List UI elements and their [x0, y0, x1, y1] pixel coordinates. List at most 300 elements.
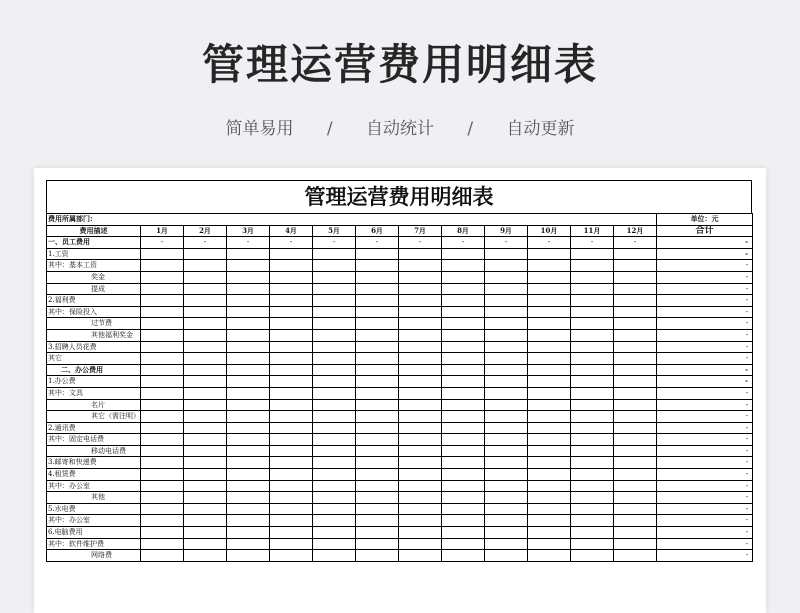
month-cell — [270, 422, 313, 434]
month-cell — [571, 248, 614, 260]
row-label: 其中：文具 — [47, 387, 141, 399]
month-cell — [313, 387, 356, 399]
month-cell — [313, 364, 356, 376]
month-cell — [270, 271, 313, 283]
month-cell — [184, 306, 227, 318]
month-cell: - — [270, 237, 313, 249]
row-label: 4.租赁费 — [47, 469, 141, 481]
month-cell — [227, 376, 270, 388]
row-label: 名片 — [47, 399, 141, 411]
month-cell — [528, 538, 571, 550]
row-label: 其他福利奖金 — [47, 329, 141, 341]
month-cell — [227, 445, 270, 457]
month-cell — [528, 503, 571, 515]
table-row — [47, 480, 753, 492]
month-cell — [485, 538, 528, 550]
month-cell — [141, 503, 184, 515]
month-cell — [270, 353, 313, 365]
month-cell — [356, 353, 399, 365]
table-row — [47, 399, 753, 411]
expense-table — [46, 213, 753, 562]
month-cell — [571, 469, 614, 481]
month-cell — [399, 353, 442, 365]
month-cell — [270, 434, 313, 446]
month-cell — [485, 329, 528, 341]
month-cell — [485, 492, 528, 504]
total-cell: - — [657, 434, 753, 446]
month-cell — [141, 329, 184, 341]
table-row — [47, 306, 753, 318]
row-label: 过节费 — [47, 318, 141, 330]
unit-label: 单位：元 — [657, 214, 753, 226]
month-cell — [614, 295, 657, 307]
month-cell — [356, 411, 399, 423]
month-cell — [571, 306, 614, 318]
month-cell — [313, 434, 356, 446]
month-cell — [227, 271, 270, 283]
total-cell: - — [657, 550, 753, 562]
month-cell — [528, 411, 571, 423]
column-header-month: 8月 — [442, 225, 485, 237]
month-cell — [528, 434, 571, 446]
table-row — [47, 515, 753, 527]
month-cell — [141, 492, 184, 504]
month-cell — [270, 376, 313, 388]
month-cell — [571, 399, 614, 411]
month-cell — [528, 492, 571, 504]
month-cell — [485, 411, 528, 423]
month-cell — [571, 503, 614, 515]
month-cell — [442, 538, 485, 550]
month-cell — [313, 341, 356, 353]
month-cell — [356, 260, 399, 272]
month-cell — [184, 422, 227, 434]
month-cell — [184, 538, 227, 550]
month-cell — [571, 353, 614, 365]
month-cell — [528, 248, 571, 260]
month-cell — [485, 364, 528, 376]
month-cell — [184, 527, 227, 539]
month-cell — [141, 445, 184, 457]
month-cell — [614, 434, 657, 446]
table-row — [47, 329, 753, 341]
month-cell — [528, 376, 571, 388]
month-cell — [270, 503, 313, 515]
total-cell: - — [657, 503, 753, 515]
month-cell — [614, 271, 657, 283]
month-cell — [442, 422, 485, 434]
month-cell — [614, 318, 657, 330]
row-label: 2.福利费 — [47, 295, 141, 307]
month-cell — [399, 260, 442, 272]
month-cell — [141, 411, 184, 423]
month-cell — [356, 387, 399, 399]
month-cell — [270, 318, 313, 330]
column-header-month: 7月 — [399, 225, 442, 237]
month-cell — [184, 364, 227, 376]
month-cell — [485, 457, 528, 469]
month-cell — [270, 538, 313, 550]
month-cell — [270, 387, 313, 399]
month-cell — [442, 318, 485, 330]
month-cell — [184, 492, 227, 504]
month-cell — [356, 283, 399, 295]
month-cell — [614, 283, 657, 295]
month-cell — [399, 515, 442, 527]
month-cell — [528, 550, 571, 562]
month-cell — [227, 306, 270, 318]
month-cell — [141, 260, 184, 272]
month-cell — [270, 457, 313, 469]
month-cell — [442, 399, 485, 411]
month-cell — [184, 411, 227, 423]
month-cell — [485, 515, 528, 527]
table-row — [47, 248, 753, 260]
month-cell — [141, 422, 184, 434]
month-cell — [356, 422, 399, 434]
month-cell — [442, 329, 485, 341]
month-cell — [184, 341, 227, 353]
feature-auto-update: 自动更新 — [506, 119, 575, 139]
month-cell — [270, 469, 313, 481]
month-cell — [227, 480, 270, 492]
month-cell — [141, 295, 184, 307]
separator: / — [326, 119, 333, 139]
month-cell — [313, 422, 356, 434]
month-cell — [571, 376, 614, 388]
month-cell — [442, 434, 485, 446]
month-cell — [442, 283, 485, 295]
month-cell — [313, 399, 356, 411]
month-cell — [442, 341, 485, 353]
row-label: 2.通讯费 — [47, 422, 141, 434]
table-row — [47, 283, 753, 295]
column-header-total: 合计 — [657, 225, 753, 237]
month-cell — [442, 376, 485, 388]
month-cell — [399, 271, 442, 283]
month-cell — [313, 329, 356, 341]
month-cell — [571, 283, 614, 295]
column-header-month: 4月 — [270, 225, 313, 237]
month-cell — [227, 248, 270, 260]
month-cell — [485, 550, 528, 562]
month-cell: - — [356, 237, 399, 249]
month-cell — [399, 318, 442, 330]
month-cell — [356, 295, 399, 307]
month-cell — [227, 469, 270, 481]
month-cell — [614, 306, 657, 318]
month-cell — [313, 248, 356, 260]
table-row — [47, 318, 753, 330]
month-cell — [571, 457, 614, 469]
month-cell — [614, 422, 657, 434]
total-cell: - — [657, 295, 753, 307]
month-cell — [399, 295, 442, 307]
row-label: 其中：基本工资 — [47, 260, 141, 272]
table-row — [47, 341, 753, 353]
month-cell — [141, 480, 184, 492]
month-cell — [614, 469, 657, 481]
month-cell — [528, 329, 571, 341]
month-cell — [313, 306, 356, 318]
month-cell — [442, 527, 485, 539]
header-row — [47, 225, 753, 237]
month-cell — [356, 480, 399, 492]
row-label: 移动电话费 — [47, 445, 141, 457]
month-cell — [571, 515, 614, 527]
month-cell — [485, 503, 528, 515]
month-cell — [141, 434, 184, 446]
month-cell — [184, 480, 227, 492]
total-cell: - — [657, 445, 753, 457]
month-cell — [485, 480, 528, 492]
total-cell: - — [657, 318, 753, 330]
month-cell — [571, 445, 614, 457]
month-cell: - — [227, 237, 270, 249]
month-cell — [356, 271, 399, 283]
month-cell — [571, 527, 614, 539]
month-cell — [399, 527, 442, 539]
row-label: 其中：软件维护费 — [47, 538, 141, 550]
month-cell — [227, 550, 270, 562]
month-cell — [442, 364, 485, 376]
column-header-month: 12月 — [614, 225, 657, 237]
month-cell — [227, 434, 270, 446]
month-cell — [356, 434, 399, 446]
month-cell: - — [313, 237, 356, 249]
month-cell — [399, 399, 442, 411]
month-cell — [399, 283, 442, 295]
month-cell — [571, 538, 614, 550]
month-cell — [184, 515, 227, 527]
month-cell — [141, 341, 184, 353]
month-cell — [184, 387, 227, 399]
month-cell — [270, 260, 313, 272]
row-label: 其中：固定电话费 — [47, 434, 141, 446]
column-header-month: 2月 — [184, 225, 227, 237]
month-cell — [227, 295, 270, 307]
table-row — [47, 422, 753, 434]
month-cell — [442, 515, 485, 527]
month-cell — [399, 469, 442, 481]
month-cell — [270, 411, 313, 423]
row-label: 网络费 — [47, 550, 141, 562]
month-cell — [356, 306, 399, 318]
month-cell — [356, 248, 399, 260]
month-cell — [356, 492, 399, 504]
month-cell — [485, 434, 528, 446]
month-cell — [356, 457, 399, 469]
month-cell — [442, 469, 485, 481]
row-label: 3.招聘人员花费 — [47, 341, 141, 353]
month-cell — [141, 515, 184, 527]
month-cell — [356, 329, 399, 341]
month-cell — [141, 353, 184, 365]
month-cell — [313, 457, 356, 469]
month-cell — [528, 445, 571, 457]
month-cell — [227, 318, 270, 330]
total-cell: - — [657, 283, 753, 295]
month-cell — [356, 376, 399, 388]
total-cell: - — [657, 376, 753, 388]
month-cell — [184, 260, 227, 272]
total-cell: - — [657, 387, 753, 399]
month-cell — [184, 376, 227, 388]
month-cell — [184, 248, 227, 260]
month-cell: - — [528, 237, 571, 249]
month-cell — [442, 457, 485, 469]
month-cell — [399, 306, 442, 318]
month-cell — [141, 283, 184, 295]
month-cell — [227, 353, 270, 365]
month-cell — [227, 422, 270, 434]
month-cell — [614, 492, 657, 504]
month-cell — [313, 283, 356, 295]
month-cell — [571, 411, 614, 423]
month-cell — [227, 457, 270, 469]
month-cell — [485, 271, 528, 283]
month-cell — [485, 387, 528, 399]
month-cell — [227, 341, 270, 353]
month-cell — [528, 306, 571, 318]
month-cell — [528, 399, 571, 411]
month-cell: - — [571, 237, 614, 249]
month-cell — [270, 364, 313, 376]
month-cell — [184, 457, 227, 469]
month-cell — [485, 469, 528, 481]
month-cell — [399, 492, 442, 504]
month-cell — [356, 469, 399, 481]
month-cell — [614, 376, 657, 388]
month-cell — [485, 248, 528, 260]
total-cell: - — [657, 237, 753, 249]
table-row — [47, 527, 753, 539]
month-cell — [528, 422, 571, 434]
total-cell: - — [657, 271, 753, 283]
month-cell — [442, 353, 485, 365]
month-cell — [356, 445, 399, 457]
month-cell — [313, 445, 356, 457]
sheet-title: 管理运营费用明细表 — [46, 180, 752, 213]
table-row — [47, 550, 753, 562]
total-cell: - — [657, 515, 753, 527]
month-cell — [313, 295, 356, 307]
table-row — [47, 538, 753, 550]
month-cell — [399, 422, 442, 434]
month-cell — [614, 387, 657, 399]
month-cell — [614, 515, 657, 527]
table-row — [47, 469, 753, 481]
table-row — [47, 271, 753, 283]
column-header-month: 1月 — [141, 225, 184, 237]
month-cell — [485, 318, 528, 330]
month-cell — [313, 515, 356, 527]
month-cell — [141, 457, 184, 469]
month-cell — [184, 283, 227, 295]
month-cell: - — [141, 237, 184, 249]
feature-tagline — [0, 114, 800, 139]
table-row — [47, 364, 753, 376]
month-cell — [356, 550, 399, 562]
month-cell — [184, 271, 227, 283]
month-cell — [270, 329, 313, 341]
feature-auto-stat: 自动统计 — [366, 119, 434, 139]
month-cell — [399, 550, 442, 562]
month-cell — [141, 248, 184, 260]
month-cell — [270, 399, 313, 411]
month-cell — [270, 492, 313, 504]
total-cell: - — [657, 329, 753, 341]
table-row — [47, 260, 753, 272]
total-cell: - — [657, 341, 753, 353]
month-cell — [571, 260, 614, 272]
month-cell — [313, 492, 356, 504]
month-cell — [270, 341, 313, 353]
total-cell: - — [657, 480, 753, 492]
banner-title: 管理运营费用明细表 — [201, 40, 598, 89]
month-cell — [313, 353, 356, 365]
month-cell — [614, 457, 657, 469]
month-cell — [399, 411, 442, 423]
table-row — [47, 237, 753, 249]
month-cell — [485, 353, 528, 365]
month-cell — [442, 295, 485, 307]
month-cell — [227, 283, 270, 295]
month-cell — [184, 503, 227, 515]
month-cell — [571, 550, 614, 562]
table-row — [47, 387, 753, 399]
month-cell — [227, 538, 270, 550]
month-cell — [356, 318, 399, 330]
row-label: 6.电脑费用 — [47, 527, 141, 539]
month-cell — [270, 515, 313, 527]
total-cell: - — [657, 469, 753, 481]
month-cell — [528, 283, 571, 295]
month-cell — [227, 527, 270, 539]
month-cell — [399, 480, 442, 492]
row-label: 3.邮寄和快递费 — [47, 457, 141, 469]
month-cell — [442, 387, 485, 399]
total-cell: - — [657, 492, 753, 504]
month-cell — [528, 260, 571, 272]
month-cell — [141, 364, 184, 376]
table-row — [47, 445, 753, 457]
month-cell — [399, 248, 442, 260]
month-cell — [485, 260, 528, 272]
month-cell — [227, 364, 270, 376]
month-cell — [227, 399, 270, 411]
month-cell — [614, 329, 657, 341]
month-cell — [571, 387, 614, 399]
month-cell — [528, 515, 571, 527]
month-cell — [227, 329, 270, 341]
month-cell — [399, 387, 442, 399]
month-cell — [614, 503, 657, 515]
month-cell — [141, 399, 184, 411]
month-cell: - — [485, 237, 528, 249]
total-cell: - — [657, 399, 753, 411]
month-cell — [399, 364, 442, 376]
month-cell — [442, 248, 485, 260]
month-cell — [399, 341, 442, 353]
spreadsheet-preview — [34, 168, 766, 613]
month-cell — [399, 445, 442, 457]
month-cell: - — [399, 237, 442, 249]
month-cell — [528, 353, 571, 365]
total-cell: - — [657, 411, 753, 423]
month-cell — [227, 387, 270, 399]
month-cell — [313, 411, 356, 423]
